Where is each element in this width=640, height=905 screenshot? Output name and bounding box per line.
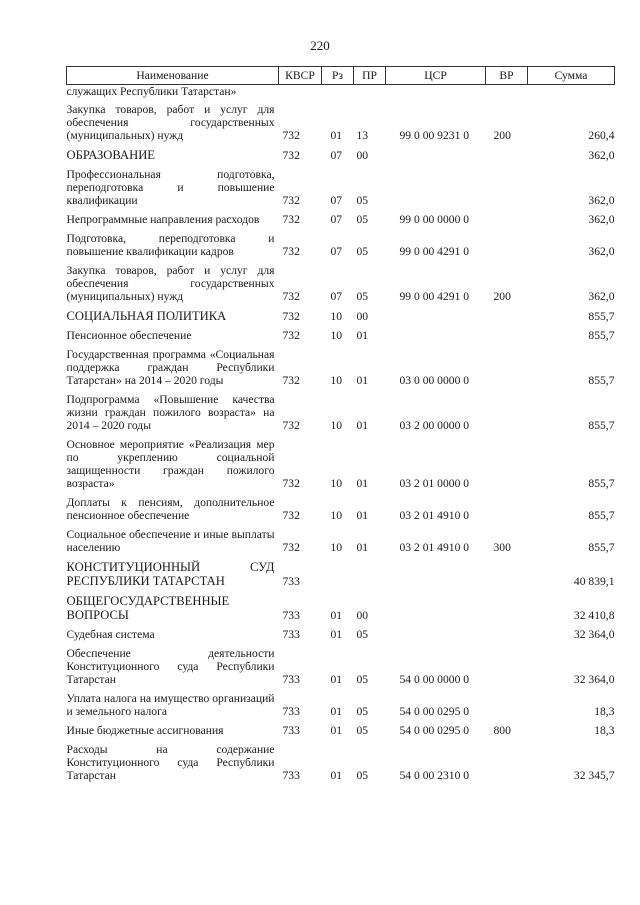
cell-name: СОЦИАЛЬНАЯ ПОЛИТИКА: [66, 309, 227, 323]
cell-name: Иные бюджетные ассигнования: [66, 724, 224, 737]
cell-name: Расходы на содержание Конституционного суда Республики Татарстан: [66, 743, 275, 782]
cell-rz: 07: [330, 245, 343, 258]
table-row: [67, 591, 615, 625]
cell-kvsr: 733: [282, 673, 300, 686]
cell-pr: 00: [356, 609, 369, 622]
table-row: [67, 100, 615, 145]
cell-rz: 07: [330, 194, 343, 207]
cell-name: Подпрограмма «Повышение качества жизни граждан пожилого возраста» на 2014 – 2020 годы: [66, 393, 275, 432]
cell-rz: 01: [330, 129, 343, 142]
cell-pr: 01: [356, 541, 369, 554]
column-header-rz: Рз: [322, 67, 354, 85]
cell-csr: [386, 306, 486, 326]
cell-csr: 99 0 00 4291 0: [399, 290, 470, 303]
cell-pr: 01: [356, 419, 369, 432]
cell-kvsr: [279, 85, 322, 101]
cell-vr: [486, 326, 528, 345]
cell-vr: [486, 85, 528, 101]
cell-sum: 362,0: [588, 149, 615, 162]
cell-pr: 05: [356, 769, 369, 782]
cell-name: Непрограммные направления расходов: [66, 213, 260, 226]
table-row: [67, 326, 615, 345]
cell-pr: 05: [356, 705, 369, 718]
cell-csr: [386, 145, 486, 165]
cell-kvsr: 733: [282, 724, 300, 737]
table-row: [67, 145, 615, 165]
cell-kvsr: 732: [282, 149, 300, 162]
cell-kvsr: 732: [282, 213, 300, 226]
cell-kvsr: 732: [282, 329, 300, 342]
cell-name: Уплата налога на имущество организаций и земельного налога: [66, 692, 275, 718]
cell-csr: 03 2 00 0000 0: [399, 419, 470, 432]
cell-csr: 99 0 00 4291 0: [399, 245, 470, 258]
cell-csr: 03 2 01 4910 0: [399, 509, 470, 522]
cell-name: Закупка товаров, работ и услуг для обеспечения государственных (муниципальных) нужд: [66, 103, 275, 142]
cell-sum: 362,0: [588, 290, 615, 303]
cell-csr: 54 0 00 0000 0: [399, 673, 470, 686]
cell-sum: 362,0: [588, 194, 615, 207]
cell-name: Судебная система: [66, 628, 155, 641]
cell-csr: 99 0 00 0000 0: [399, 213, 470, 226]
cell-name: Обеспечение деятельности Конституционного суда Республики Татарстан: [66, 647, 275, 686]
cell-rz: 01: [330, 609, 343, 622]
cell-sum: 40 839,1: [573, 575, 615, 588]
cell-vr: [486, 210, 528, 229]
cell-sum: 855,7: [588, 419, 615, 432]
cell-kvsr: 733: [282, 609, 300, 622]
cell-kvsr: 732: [282, 541, 300, 554]
cell-kvsr: 732: [282, 419, 300, 432]
cell-sum: 855,7: [588, 477, 615, 490]
table-row: [67, 625, 615, 644]
table-row: [67, 435, 615, 493]
cell-kvsr: 733: [282, 628, 300, 641]
cell-rz: 01: [330, 628, 343, 641]
cell-pr: 00: [356, 310, 369, 323]
cell-name: Профессиональная подготовка, переподготовка и повышение квалификации: [66, 168, 275, 207]
cell-rz: 10: [330, 541, 343, 554]
cell-name: Основное мероприятие «Реализация мер по укреплению социальной защищенности граждан пожилого возраста»: [66, 438, 275, 490]
table-body: [67, 85, 615, 786]
cell-vr: [486, 625, 528, 644]
cell-pr: 13: [356, 129, 369, 142]
cell-rz: 01: [330, 769, 343, 782]
cell-csr: 54 0 00 0295 0: [399, 705, 470, 718]
cell-rz: 10: [330, 477, 343, 490]
cell-name: Пенсионное обеспечение: [66, 329, 192, 342]
cell-name: ОБРАЗОВАНИЕ: [66, 148, 155, 162]
cell-vr: [486, 145, 528, 165]
table-row: [67, 721, 615, 740]
cell-sum: 18,3: [594, 724, 615, 737]
cell-rz: [322, 557, 354, 591]
table-header: [67, 67, 615, 85]
cell-name: служащих Республики Татарстан»: [66, 85, 237, 98]
column-header-csr: ЦСР: [386, 67, 486, 85]
table-row: [67, 644, 615, 689]
cell-kvsr: 732: [282, 290, 300, 303]
cell-csr: 03 2 01 4910 0: [399, 541, 470, 554]
cell-rz: 07: [330, 149, 343, 162]
cell-rz: 10: [330, 374, 343, 387]
cell-name: ОБЩЕГОСУДАРСТВЕННЫЕ ВОПРОСЫ: [66, 594, 230, 622]
cell-kvsr: 732: [282, 194, 300, 207]
cell-sum: 362,0: [588, 245, 615, 258]
cell-name: Социальное обеспечение и иные выплаты населению: [66, 528, 275, 554]
cell-sum: 855,7: [588, 310, 615, 323]
cell-pr: 05: [356, 213, 369, 226]
cell-name: КОНСТИТУЦИОННЫЙ СУД РЕСПУБЛИКИ ТАТАРСТАН: [66, 560, 275, 588]
cell-rz: [322, 85, 354, 101]
cell-vr: 200: [493, 290, 511, 303]
cell-name: Подготовка, переподготовка и повышение квалификации кадров: [66, 232, 275, 258]
cell-sum: 855,7: [588, 541, 615, 554]
cell-sum: 855,7: [588, 329, 615, 342]
cell-pr: 05: [356, 724, 369, 737]
table-row: [67, 390, 615, 435]
cell-pr: 01: [356, 509, 369, 522]
cell-vr: [486, 557, 528, 591]
cell-sum: [528, 85, 615, 101]
cell-rz: 10: [330, 310, 343, 323]
table-row: [67, 493, 615, 525]
cell-kvsr: 732: [282, 374, 300, 387]
cell-name: Доплаты к пенсиям, дополнительное пенсионное обеспечение: [66, 496, 275, 522]
cell-csr: 03 2 01 0000 0: [399, 477, 470, 490]
cell-kvsr: 733: [282, 705, 300, 718]
cell-pr: 05: [356, 290, 369, 303]
table-row: [67, 689, 615, 721]
cell-pr: [354, 557, 386, 591]
table-row: [67, 210, 615, 229]
cell-pr: 01: [356, 477, 369, 490]
cell-name: Закупка товаров, работ и услуг для обеспечения государственных (муниципальных) нужд: [66, 264, 275, 303]
cell-kvsr: 732: [282, 310, 300, 323]
cell-vr: [486, 306, 528, 326]
table-row: [67, 740, 615, 785]
cell-vr: [486, 740, 528, 785]
cell-csr: 99 0 00 9231 0: [399, 129, 470, 142]
cell-vr: 300: [493, 541, 511, 554]
cell-vr: [486, 229, 528, 261]
table-row: [67, 261, 615, 306]
cell-vr: [486, 345, 528, 390]
cell-csr: [386, 85, 486, 101]
cell-pr: 01: [356, 329, 369, 342]
cell-kvsr: 732: [282, 129, 300, 142]
cell-vr: 200: [493, 129, 511, 142]
cell-sum: 855,7: [588, 374, 615, 387]
cell-rz: 10: [330, 329, 343, 342]
cell-pr: 05: [356, 245, 369, 258]
cell-pr: 01: [356, 374, 369, 387]
cell-sum: 362,0: [588, 213, 615, 226]
cell-kvsr: 732: [282, 245, 300, 258]
column-header-pr: ПР: [354, 67, 386, 85]
cell-csr: 03 0 00 0000 0: [399, 374, 470, 387]
table-row: [67, 165, 615, 210]
cell-sum: 18,3: [594, 705, 615, 718]
cell-pr: [354, 85, 386, 101]
cell-csr: 54 0 00 0295 0: [399, 724, 470, 737]
cell-sum: 32 410,8: [573, 609, 615, 622]
column-header-sum: Сумма: [528, 67, 615, 85]
table-row: [67, 557, 615, 591]
cell-vr: [486, 689, 528, 721]
cell-sum: 260,4: [588, 129, 615, 142]
table-row: [67, 229, 615, 261]
page-number: 220: [310, 38, 330, 53]
cell-rz: 10: [330, 509, 343, 522]
column-header-kvsr: КВСР: [279, 67, 322, 85]
cell-rz: 07: [330, 213, 343, 226]
cell-rz: 07: [330, 290, 343, 303]
cell-sum: 32 345,7: [573, 769, 615, 782]
cell-rz: 01: [330, 673, 343, 686]
cell-vr: [486, 644, 528, 689]
cell-rz: 01: [330, 724, 343, 737]
cell-pr: 05: [356, 194, 369, 207]
table-row: [67, 85, 615, 101]
cell-sum: 32 364,0: [573, 673, 615, 686]
cell-vr: [486, 390, 528, 435]
cell-csr: 54 0 00 2310 0: [399, 769, 470, 782]
cell-csr: [386, 165, 486, 210]
cell-vr: [486, 591, 528, 625]
cell-vr: [486, 493, 528, 525]
cell-vr: 800: [493, 724, 511, 737]
cell-csr: [386, 326, 486, 345]
cell-csr: [386, 625, 486, 644]
cell-kvsr: 732: [282, 477, 300, 490]
cell-name: Государственная программа «Социальная поддержка граждан Республики Татарстан» на 2014 – 2020 годы: [66, 348, 275, 387]
cell-kvsr: 733: [282, 575, 300, 588]
cell-sum: 855,7: [588, 509, 615, 522]
column-header-name: Наименование: [67, 67, 279, 85]
cell-rz: 10: [330, 419, 343, 432]
cell-pr: 05: [356, 628, 369, 641]
cell-sum: 32 364,0: [573, 628, 615, 641]
cell-vr: [486, 435, 528, 493]
cell-csr: [386, 557, 486, 591]
cell-vr: [486, 165, 528, 210]
table-row: [67, 306, 615, 326]
table-row: [67, 525, 615, 557]
cell-csr: [386, 591, 486, 625]
cell-pr: 00: [356, 149, 369, 162]
table-row: [67, 345, 615, 390]
cell-pr: 05: [356, 673, 369, 686]
budget-table: [66, 66, 615, 785]
cell-kvsr: 732: [282, 509, 300, 522]
column-header-vr: ВР: [486, 67, 528, 85]
cell-rz: 01: [330, 705, 343, 718]
cell-kvsr: 733: [282, 769, 300, 782]
